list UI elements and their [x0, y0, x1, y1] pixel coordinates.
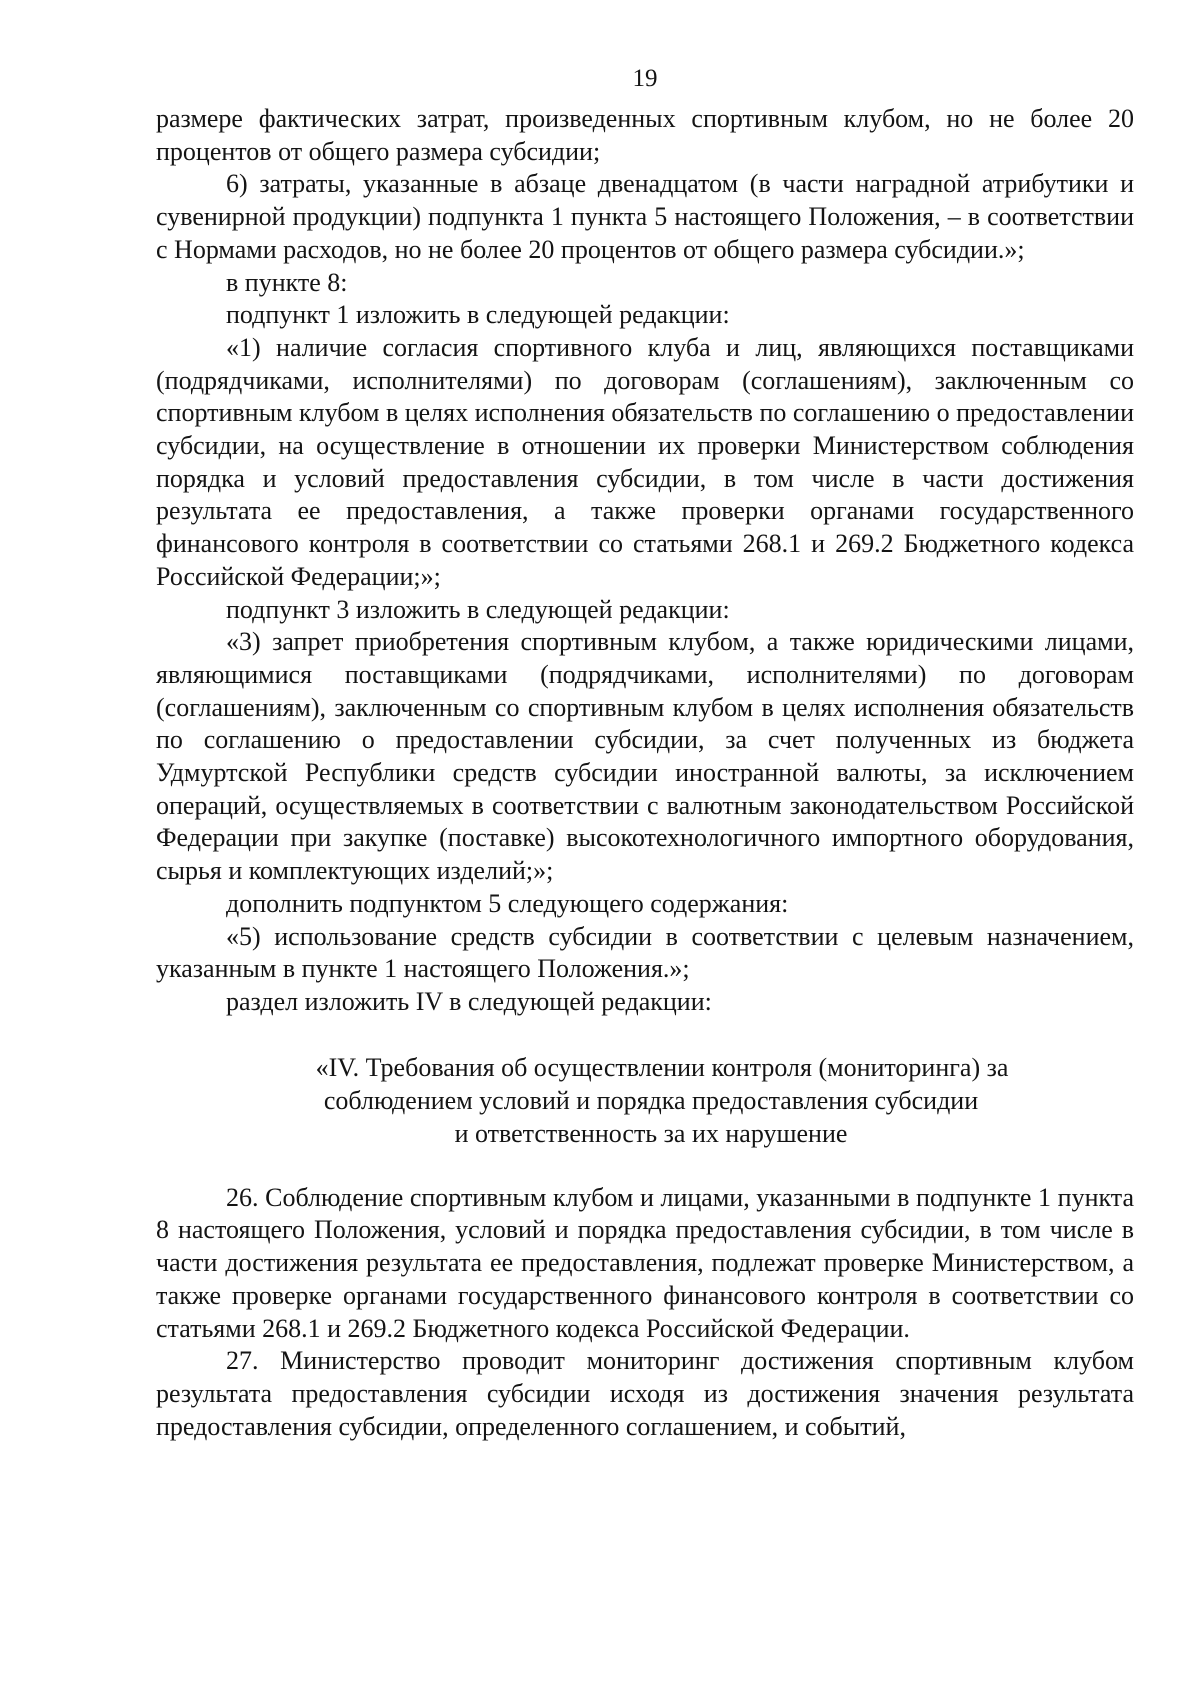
section-heading-line-2: соблюдением условий и порядка предоставления субсидии	[323, 1085, 979, 1115]
paragraph-point-27: 27. Министерство проводит мониторинг достижения спортивным клубом результата предоставления субсидии исходя из достижения значения результата предоставления субсидии, определенного соглашением, и событий,	[156, 1346, 1134, 1441]
paragraph-subpoint-5-text: «5) использование средств субсидии в соответствии с целевым назначением, указанным в пункте 1 настоящего Положения.»;	[156, 921, 1134, 984]
page-number: 19	[632, 65, 658, 92]
paragraph-subpoint-1-text: «1) наличие согласия спортивного клуба и лиц, являющихся поставщиками (подрядчиками, исполнителями) по договорам (соглашениям), заключенным со спортивным клубом в целях исполнения обязательств по соглашению о предоставлении субсидии, на осуществление в отношении их проверки Министерством соблюдения порядка и условий предоставления субсидии, в том числе в части достижения результата ее предоставления, а также проверки органами государственного финансового контроля в соответствии со статьями 268.1 и 269.2 Бюджетного кодекса Российской Федерации;»;	[156, 332, 1135, 591]
paragraph-continuation: размере фактических затрат, произведенных спортивным клубом, но не более 20 процентов от общего размера субсидии;	[156, 104, 1134, 166]
section-heading-line-1: «IV. Требования об осуществлении контроля (мониторинга) за	[315, 1052, 1009, 1082]
paragraph-subpoint-3-text: «3) запрет приобретения спортивным клубом, а также юридическими лицами, являющимися поставщиками (подрядчиками, исполнителями) по договорам (соглашениям), заключенным со спортивным клубом в целях исполнения обязательств по соглашению о предоставлении субсидии, за счет полученных из бюджета Удмуртской Республики средств субсидии иностранной валюты, за исключением операций, осуществляемых в соответствии с валютным законодательством Российской Федерации при закупке (поставке) высокотехнологичного импортного оборудования, сырья и комплектующих изделий;»;	[156, 627, 1134, 886]
paragraph-item-6: 6) затраты, указанные в абзаце двенадцатом (в части наградной атрибутики и сувенирной продукции) подпункта 1 пункта 5 настоящего Положения, – в соответствии с Нормами расходов, но не более 20 процентов от общего размера субсидии.»;	[156, 169, 1134, 264]
paragraph-section-iv-intro: раздел изложить IV в следующей редакции:	[226, 986, 712, 1016]
paragraph-subpoint-3-intro: подпункт 3 изложить в следующей редакции:	[226, 594, 730, 624]
document-page	[156, 64, 1134, 1443]
paragraph-subpoint-1-intro: подпункт 1 изложить в следующей редакции:	[226, 300, 730, 330]
section-heading-line-3: и ответственность за их нарушение	[454, 1118, 848, 1148]
paragraph-point-26: 26. Соблюдение спортивным клубом и лицами, указанными в подпункте 1 пункта 8 настоящего Положения, условий и порядка предоставления субсидии, в том числе в части достижения результата ее предоставления, подлежат проверке Министерством, а также проверке органами государственного финансового контроля в соответствии со статьями 268.1 и 269.2 Бюджетного кодекса Российской Федерации.	[156, 1182, 1134, 1343]
paragraph-subpoint-5-intro: дополнить подпунктом 5 следующего содержания:	[226, 888, 789, 918]
paragraph-in-point-8: в пункте 8:	[226, 267, 348, 297]
section-heading	[156, 1019, 1134, 1182]
